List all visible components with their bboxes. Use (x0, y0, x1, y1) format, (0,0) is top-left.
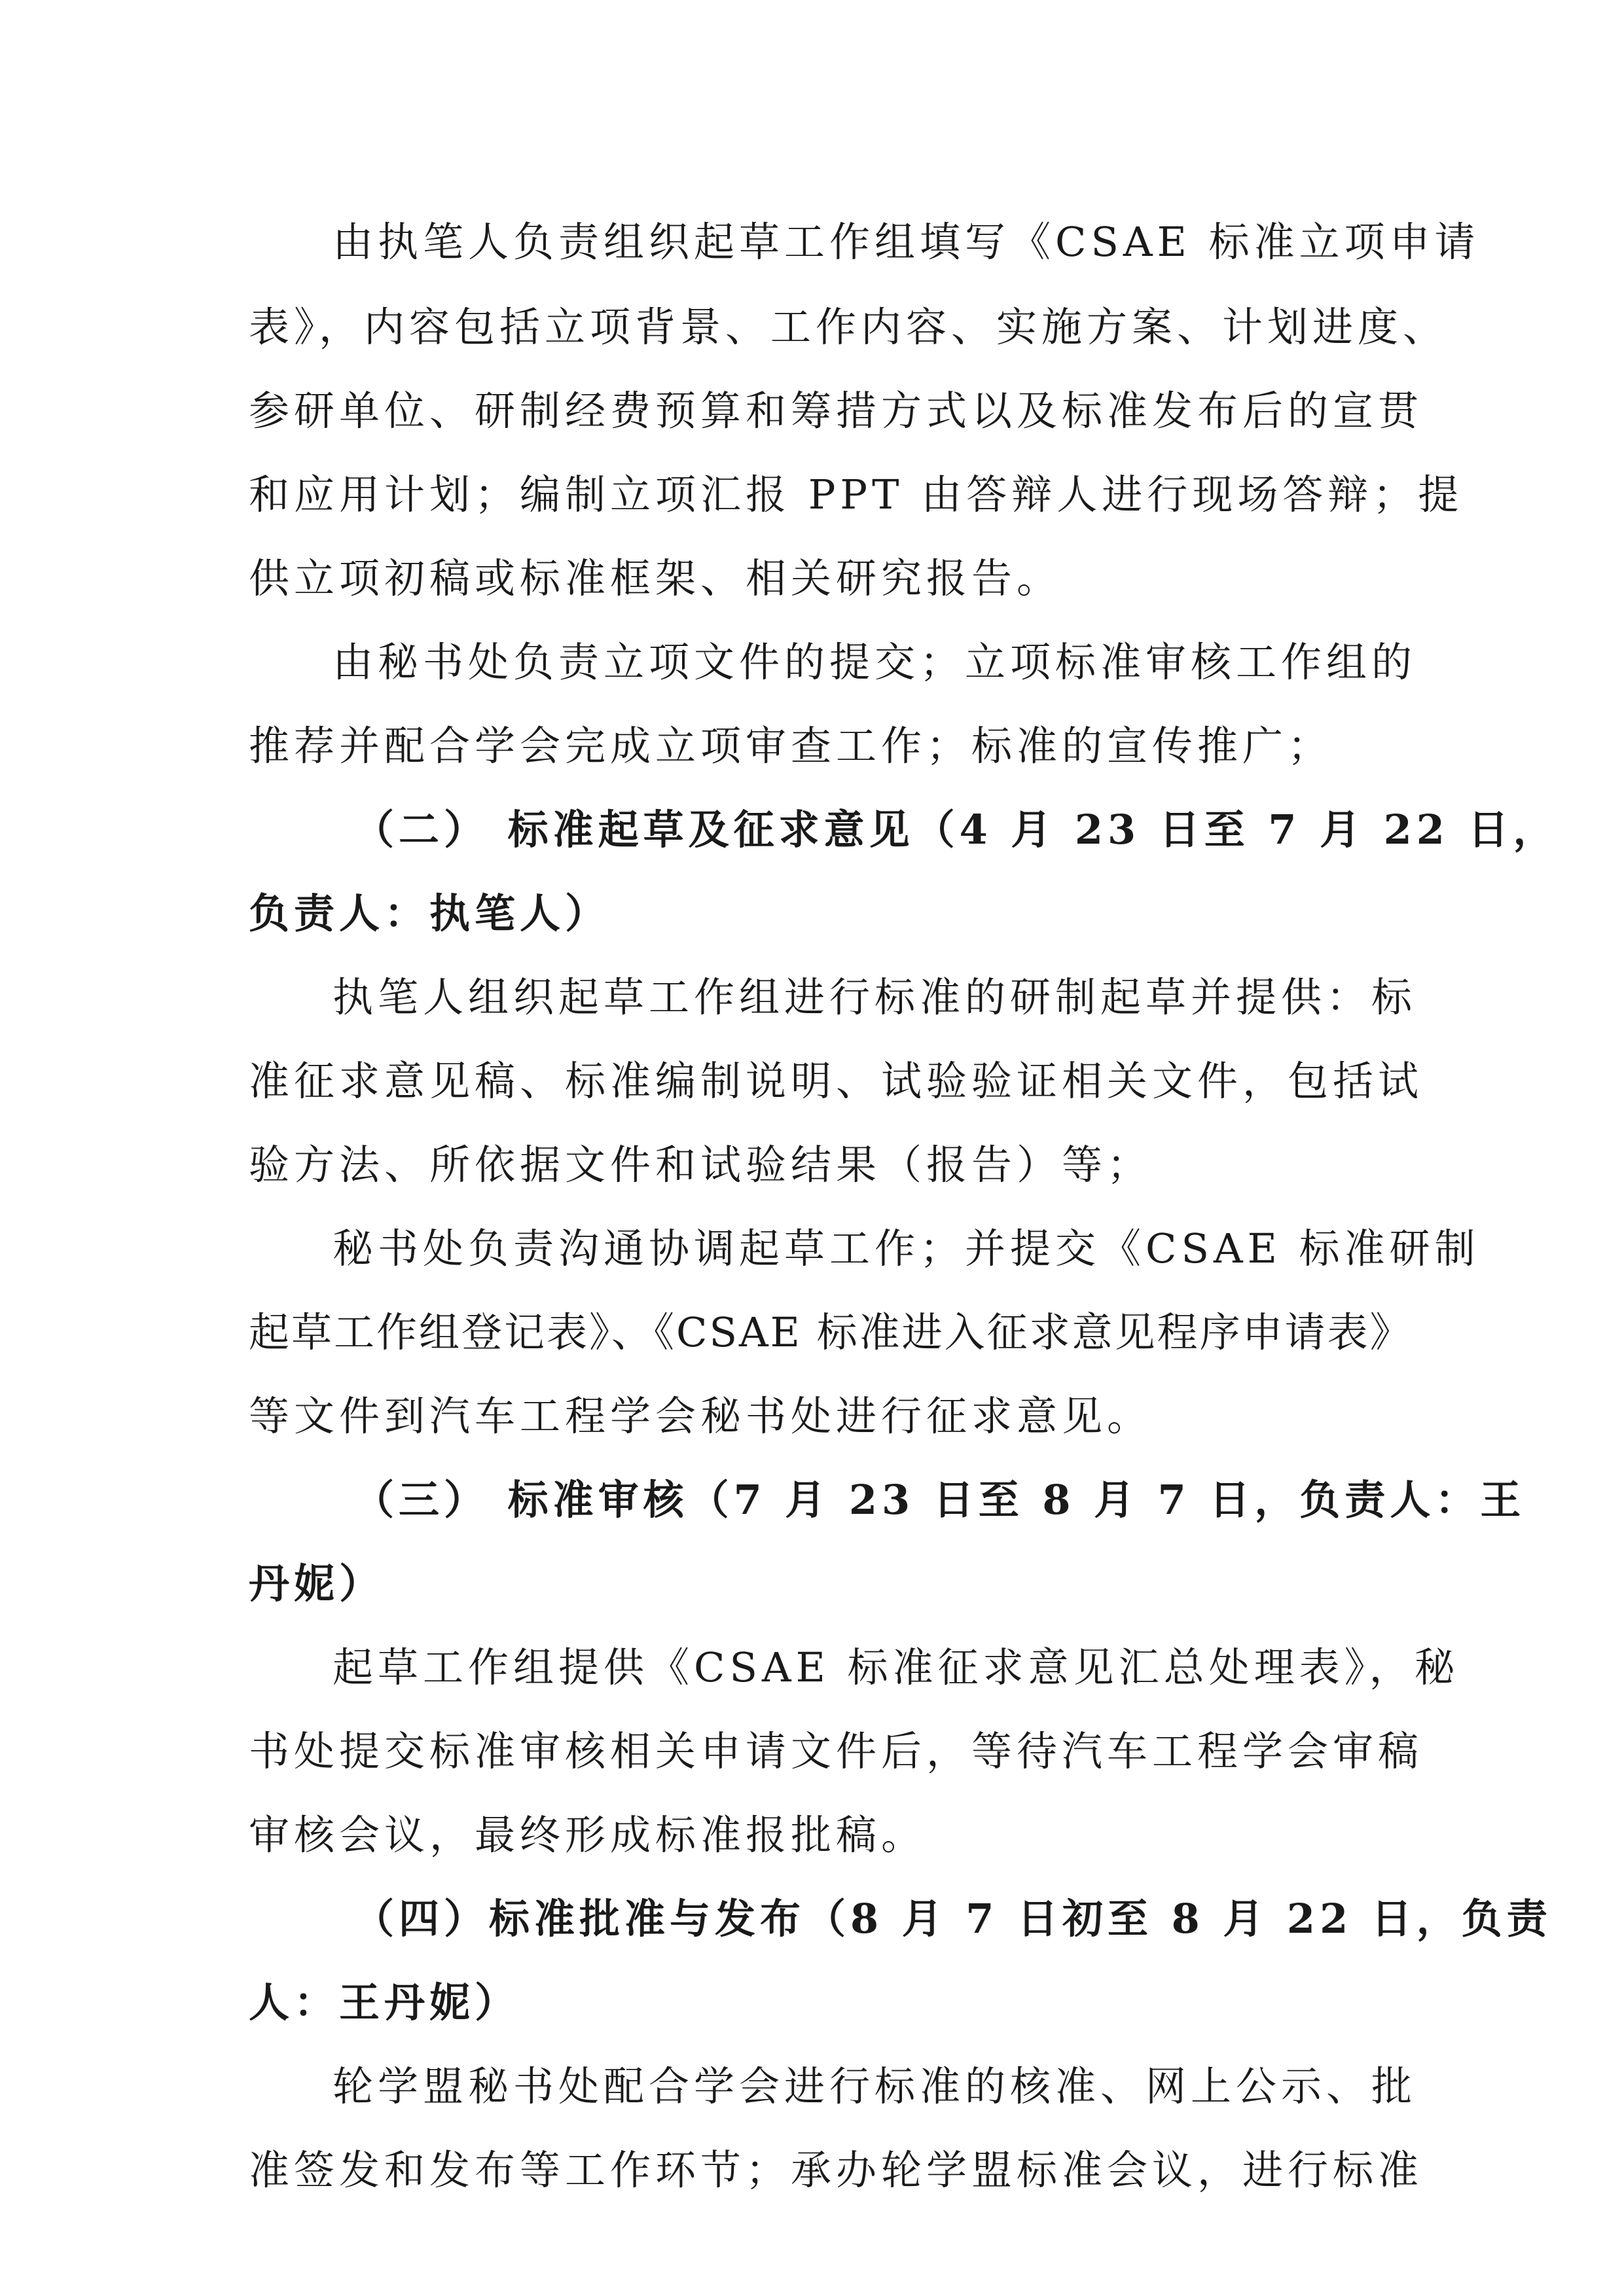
paragraph-6-line-1: 轮学盟秘书处配合学会进行标准的核准、网上公示、批 (333, 2062, 1417, 2110)
paragraph-1-line-3: 参研单位、研制经费预算和筹措方式以及标准发布后的宣贯 (249, 387, 1424, 435)
paragraph-5-line-3: 审核会议，最终形成标准报批稿。 (249, 1811, 927, 1859)
paragraph-3-line-3: 验方法、所依据文件和试验结果（报告）等； (249, 1141, 1153, 1189)
paragraph-2-line-1: 由秘书处负责立项文件的提交；立项标准审核工作组的 (333, 638, 1417, 686)
paragraph-4-line-2: 起草工作组登记表》、《CSAE 标准进入征求意见程序申请表》 (249, 1308, 1413, 1356)
paragraph-5-line-2: 书处提交标准审核相关申请文件后，等待汽车工程学会审稿 (249, 1727, 1424, 1775)
paragraph-4-line-1: 秘书处负责沟通协调起草工作；并提交《CSAE 标准研制 (333, 1225, 1480, 1272)
paragraph-1-line-2: 表》，内容包括立项背景、工作内容、实施方案、计划进度、 (249, 303, 1449, 351)
paragraph-3-line-2: 准征求意见稿、标准编制说明、试验验证相关文件，包括试 (249, 1057, 1424, 1105)
paragraph-1-line-5: 供立项初稿或标准框架、相关研究报告。 (249, 554, 1062, 602)
paragraph-1-line-1: 由执笔人负责组织起草工作组填写《CSAE 标准立项申请 (333, 218, 1480, 266)
section-heading-2-line-2: 负责人：执笔人） (249, 889, 611, 937)
paragraph-3-line-1: 执笔人组织起草工作组进行标准的研制起草并提供：标 (333, 973, 1417, 1021)
section-heading-4-line-1: （四）标准批准与发布（8 月 7 日初至 8 月 22 日，负责 (353, 1895, 1552, 1943)
paragraph-5-line-1: 起草工作组提供《CSAE 标准征求意见汇总处理表》，秘 (333, 1643, 1460, 1691)
paragraph-1-line-4: 和应用计划；编制立项汇报 PPT 由答辩人进行现场答辩；提 (249, 471, 1464, 518)
paragraph-6-line-2: 准签发和发布等工作环节；承办轮学盟标准会议，进行标准 (249, 2146, 1424, 2194)
section-heading-3-line-2: 丹妮） (249, 1560, 385, 1607)
section-heading-3-line-1: （三） 标准审核（7 月 23 日至 8 月 7 日，负责人：王 (353, 1476, 1526, 1524)
section-heading-4-line-2: 人：王丹妮） (249, 1979, 520, 2026)
paragraph-2-line-2: 推荐并配合学会完成立项审查工作；标准的宣传推广； (249, 722, 1333, 770)
section-heading-2-line-1: （二） 标准起草及征求意见（4 月 23 日至 7 月 22 日， (353, 806, 1559, 853)
paragraph-4-line-3: 等文件到汽车工程学会秘书处进行征求意见。 (249, 1392, 1153, 1440)
